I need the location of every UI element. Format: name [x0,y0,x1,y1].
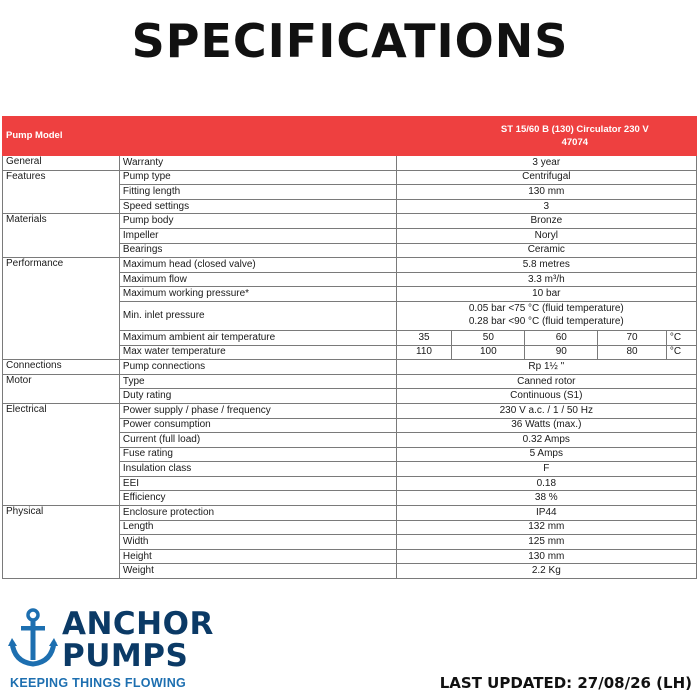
spec-value: 130 mm [396,549,696,564]
category-connections: Connections [3,360,120,375]
spec-label: Warranty [119,156,396,171]
spec-label: Pump body [119,214,396,229]
table-row [3,214,697,229]
spec-value: IP44 [396,506,696,521]
spec-value: Bronze [396,214,696,229]
spec-label: Power supply / phase / frequency [119,403,396,418]
spec-label: Duty rating [119,389,396,404]
spec-label: Fitting length [119,185,396,200]
category-materials: Materials [3,214,120,258]
spec-label: Length [119,520,396,535]
water-temp-value: 80 [598,345,667,360]
category-performance: Performance [3,258,120,360]
spec-value: Continuous (S1) [396,389,696,404]
spec-label: Maximum working pressure* [119,287,396,302]
brand-name-line1: ANCHOR [62,606,214,642]
spec-label: Max water temperature [119,345,396,360]
brand-name-line2: PUMPS [62,638,189,674]
spec-label: Power consumption [119,418,396,433]
spec-value: 132 mm [396,520,696,535]
spec-value: F [396,462,696,477]
brand-tagline: KEEPING THINGS FLOWING [10,676,187,690]
page-title: SPECIFICATIONS [131,14,569,68]
spec-label: Maximum ambient air temperature [119,330,396,345]
spec-value: 36 Watts (max.) [396,418,696,433]
spec-label: Speed settings [119,199,396,214]
spec-value: 0.32 Amps [396,433,696,448]
spec-label: Pump connections [119,360,396,375]
table-row [3,258,697,273]
water-temp-value: 90 [525,345,598,360]
spec-value: 0.18 [396,476,696,491]
spec-label: Min. inlet pressure [119,301,396,330]
category-physical: Physical [3,506,120,579]
spec-label: Height [119,549,396,564]
spec-label: Width [119,535,396,550]
spec-value: Ceramic [396,243,696,258]
water-temp-value: 110 [396,345,452,360]
spec-value: 230 V a.c. / 1 / 50 Hz [396,403,696,418]
anchor-icon [8,608,58,668]
spec-value: 5 Amps [396,447,696,462]
spec-label: Maximum flow [119,272,396,287]
spec-label: EEI [119,476,396,491]
spec-label: Maximum head (closed valve) [119,258,396,273]
inlet-pressure-75: 0.05 bar <75 °C (fluid temperature) [468,303,624,315]
ambient-temp-value: 60 [525,330,598,345]
spec-label: Weight [119,564,396,579]
water-temp-value: 100 [452,345,525,360]
spec-label: Efficiency [119,491,396,506]
spec-value: 38 % [396,491,696,506]
category-electrical: Electrical [3,403,120,505]
spec-value: 130 mm [396,185,696,200]
ambient-temp-value: 50 [452,330,525,345]
spec-label: Insulation class [119,462,396,477]
spec-value: 125 mm [396,535,696,550]
temp-unit: °C [666,330,696,345]
spec-value: Canned rotor [396,374,696,389]
table-row [3,360,697,375]
table-row [3,374,697,389]
spec-value: Rp 1½ " [396,360,696,375]
table-row [3,403,697,418]
model-number: 47074 [561,137,589,148]
spec-value: 5.8 metres [396,258,696,273]
spec-label: Fuse rating [119,447,396,462]
inlet-pressure-90: 0.28 bar <90 °C (fluid temperature) [468,315,624,327]
ambient-temp-value: 70 [598,330,667,345]
spec-value: 2.2 Kg [396,564,696,579]
spec-label: Enclosure protection [119,506,396,521]
anchor-pumps-logo [6,606,246,694]
spec-label: Pump type [119,170,396,185]
table-row [3,156,697,171]
spec-value [396,301,696,330]
spec-value: 3 [396,199,696,214]
pump-model-value [396,117,696,156]
table-row [3,506,697,521]
spec-label: Impeller [119,228,396,243]
pump-model-label: Pump Model [3,117,397,156]
table-row [3,170,697,185]
category-general: General [3,156,120,171]
table-header-row [3,117,697,156]
spec-label: Bearings [119,243,396,258]
category-features: Features [3,170,120,214]
specifications-table [2,116,697,579]
spec-value: Centrifugal [396,170,696,185]
spec-value: 3.3 m³/h [396,272,696,287]
last-updated: LAST UPDATED: 27/08/26 (LH) [439,674,692,692]
temp-unit: °C [666,345,696,360]
model-name: ST 15/60 B (130) Circulator 230 V [500,124,649,135]
spec-value: 10 bar [396,287,696,302]
spec-value: 3 year [396,156,696,171]
spec-value: Noryl [396,228,696,243]
spec-label: Type [119,374,396,389]
spec-label: Current (full load) [119,433,396,448]
category-motor: Motor [3,374,120,403]
ambient-temp-value: 35 [396,330,452,345]
